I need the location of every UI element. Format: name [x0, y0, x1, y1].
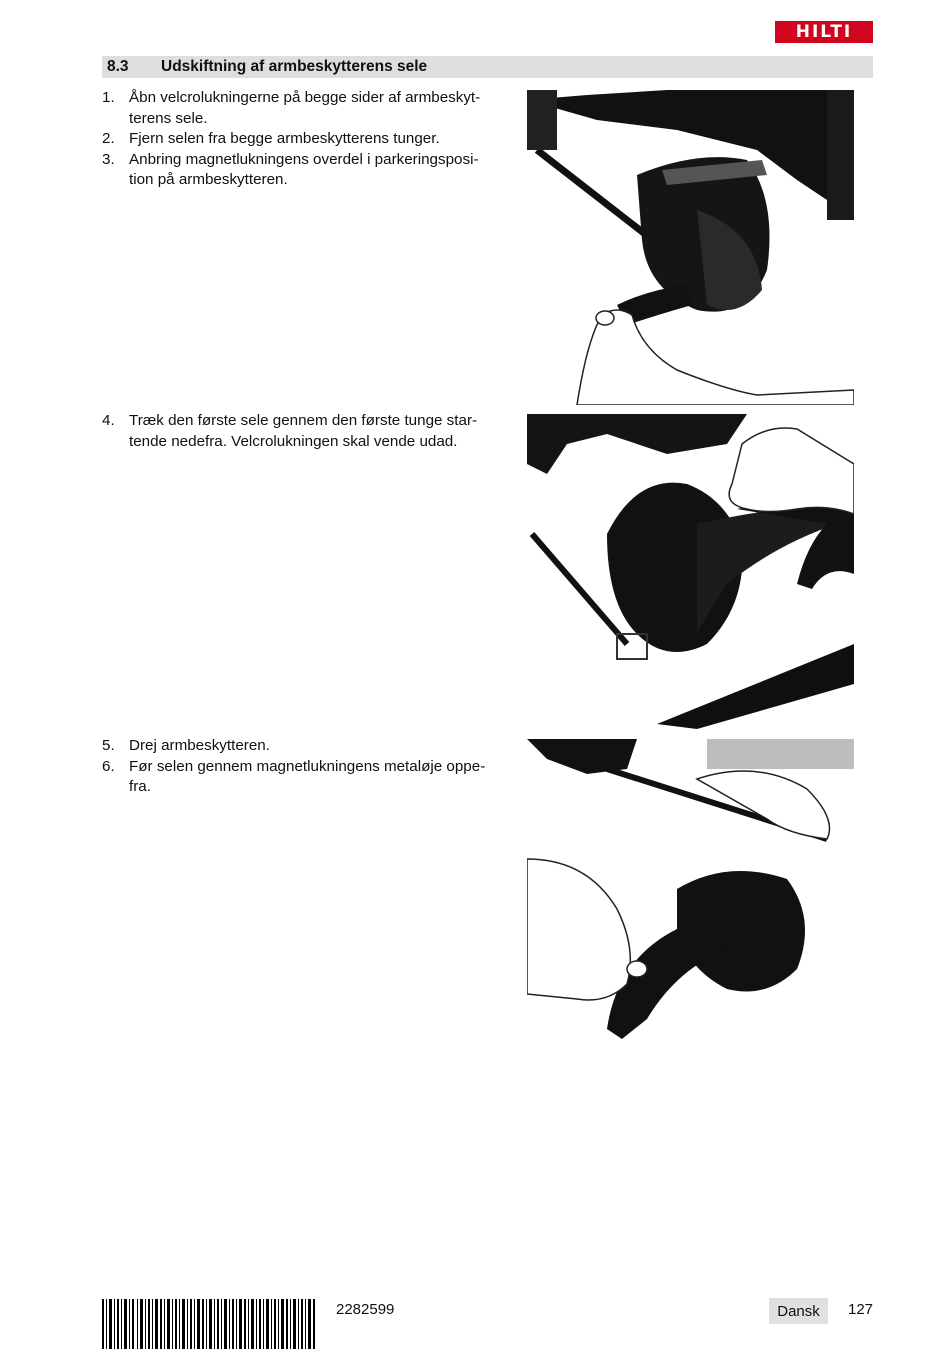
document-number: 2282599: [336, 1301, 395, 1318]
hilti-logo: [775, 21, 873, 43]
steps-list-2: [102, 411, 510, 452]
step-text-line: fra.: [129, 778, 151, 795]
step-text-line: terens sele.: [129, 109, 208, 127]
step-text-line: Åbn velcrolukningerne på begge sider af armbeskyt-: [129, 89, 481, 106]
step-number: 6.: [102, 757, 115, 775]
step-number: 2.: [102, 130, 115, 147]
step-item: [102, 88, 510, 129]
step-item: [102, 757, 510, 798]
step-text-line: Drej armbeskytteren.: [129, 737, 270, 754]
step-text-line: Anbring magnetlukningens overdel i parkeringsposi-: [129, 150, 479, 168]
steps-list-1: [102, 88, 510, 191]
steps-list-3: [102, 736, 510, 798]
figure-thread-strap: [527, 414, 854, 729]
step-item: [102, 150, 510, 191]
figure-metal-eyelet: [527, 739, 854, 1054]
step-text-line: Før selen gennem magnetlukningens metaløje oppe-: [129, 757, 486, 775]
step-number: 5.: [102, 737, 115, 754]
section-title: Udskiftning af armbeskytterens sele: [161, 58, 428, 75]
step-text-line: tende nedefra. Velcrolukningen skal vende udad.: [129, 432, 458, 450]
language-badge: [769, 1298, 828, 1324]
language-label: Dansk: [777, 1302, 820, 1320]
barcode: [102, 1299, 317, 1349]
step-item: [102, 129, 510, 150]
step-item: [102, 411, 510, 452]
step-number: 3.: [102, 150, 115, 168]
page-number: 127: [848, 1301, 874, 1318]
step-text-line: tion på armbeskytteren.: [129, 171, 288, 188]
logo-text: HILTI: [795, 22, 853, 42]
step-text-line: Træk den første sele gennem den første tunge star-: [129, 412, 478, 429]
step-number: 1.: [102, 89, 115, 106]
step-text-line: Fjern selen fra begge armbeskytterens tunger.: [129, 130, 440, 147]
section-number: 8.3: [107, 58, 129, 75]
section-heading: [102, 56, 873, 78]
step-item: [102, 736, 510, 757]
step-number: 4.: [102, 412, 115, 429]
figure-remove-strap: [527, 90, 854, 405]
